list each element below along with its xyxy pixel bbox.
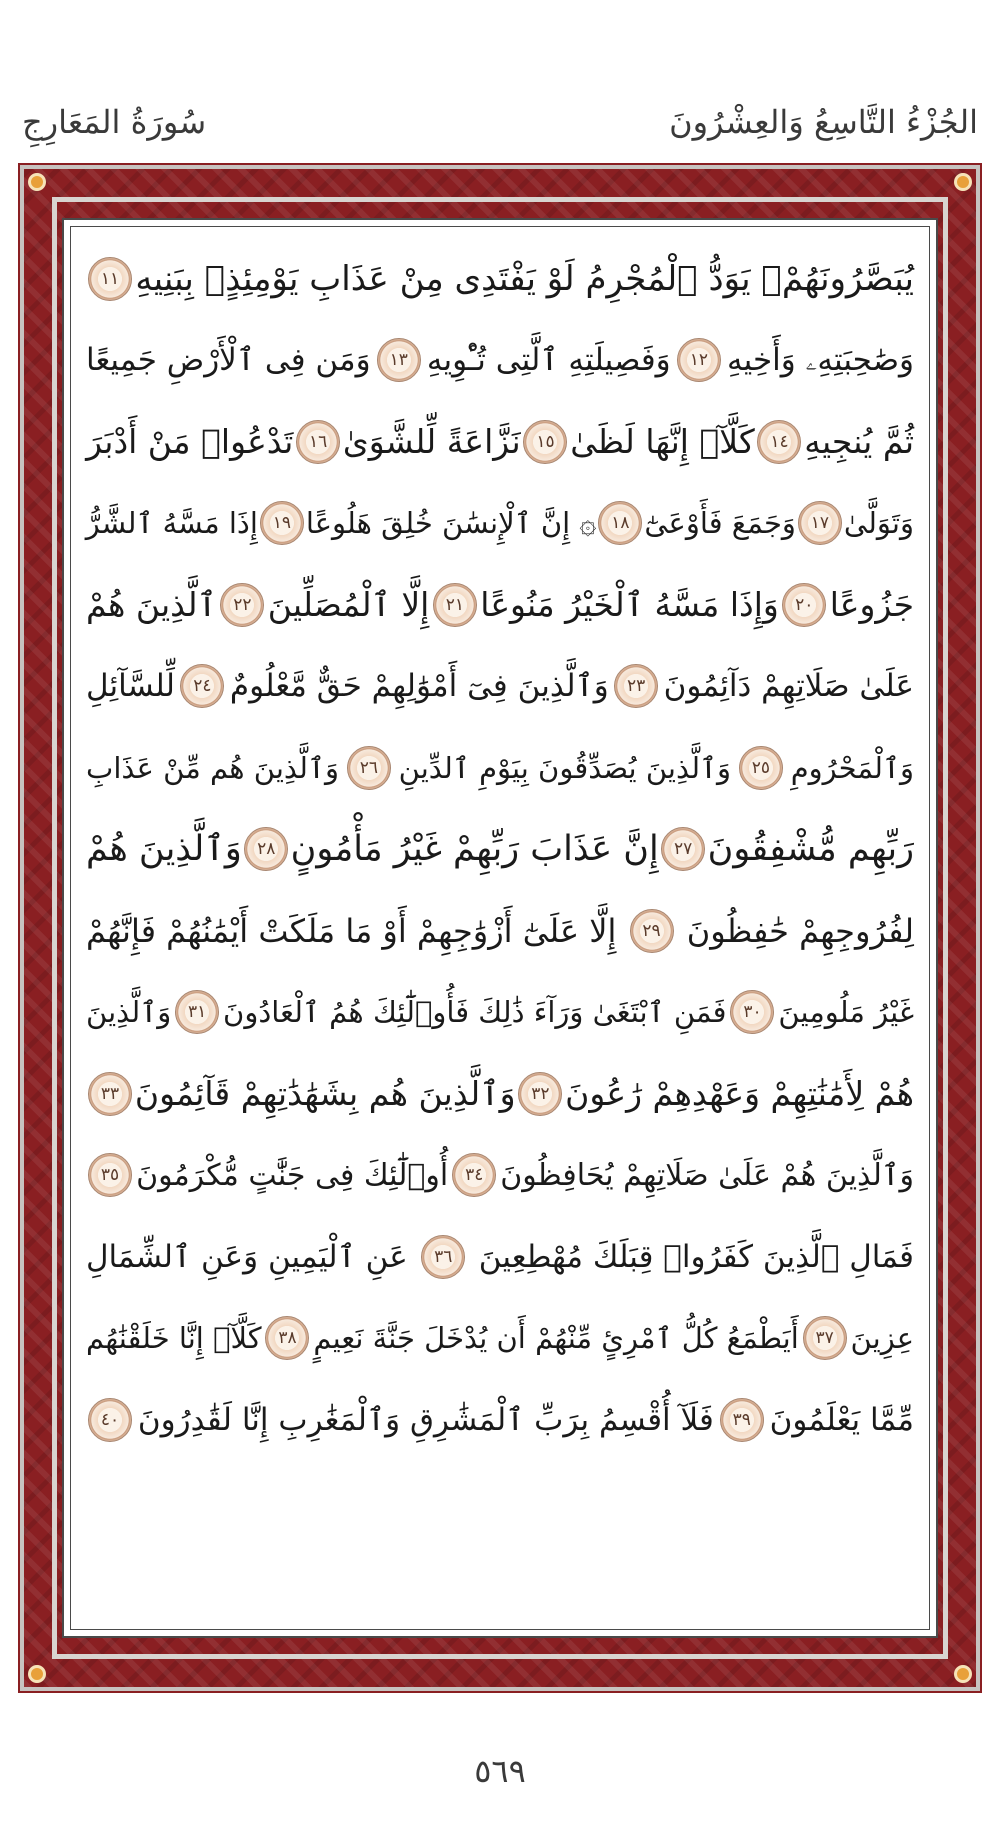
ayah-number-marker: ١٣ — [377, 338, 421, 382]
ayah-number-marker: ٣٦ — [421, 1235, 465, 1279]
verse-text: كَلَّآۖ إِنَّهَا لَظَىٰ — [570, 422, 755, 462]
ayah-number-marker: ١٨ — [598, 501, 642, 545]
verse-text: فَلَآ أُقْسِمُ بِرَبِّ ٱلْمَشَٰرِقِ وَٱلْمَغَٰرِبِ إِنَّا لَقَٰدِرُونَ — [137, 1401, 714, 1438]
verse-text: وَإِذَا مَسَّهُ ٱلْخَيْرُ مَنُوعًا — [480, 585, 779, 625]
verse-text: وَٱلَّذِينَ هُمْ — [86, 829, 242, 870]
verse-text: وَصَٰحِبَتِهِۦ وَأَخِيهِ — [727, 341, 914, 378]
surah-name: سُورَةُ المَعَارِجِ — [22, 103, 207, 141]
juz-name: الجُزْءُ التَّاسِعُ وَالعِشْرُونَ — [669, 103, 978, 141]
ayah-number-marker: ٣٩ — [720, 1398, 764, 1442]
verse-text: أَيَطْمَعُ كُلُّ ٱمْرِئٍ مِّنْهُمْ أَن يُدْخَلَ جَنَّةَ نَعِيمٍ — [313, 1321, 799, 1356]
ayah-number-marker: ٢٥ — [739, 746, 783, 790]
verse-line — [86, 1135, 914, 1217]
verse-line — [86, 1379, 914, 1461]
verse-text: يُبَصَّرُونَهُمْۚ يَوَدُّ ٱلْمُجْرِمُ لَوْ يَفْتَدِى مِنْ عَذَابِ يَوْمِئِذٍۭ بِبَنِيهِ — [135, 258, 914, 299]
verse-line — [86, 564, 914, 646]
verse-text: ثُمَّ يُنجِيهِ — [804, 422, 914, 462]
verse-text: لِفُرُوجِهِمْ حَٰفِظُونَ — [686, 911, 914, 950]
verse-text: وَتَوَلَّىٰ — [843, 506, 914, 541]
ayah-number-marker: ٣٢ — [518, 1072, 562, 1116]
ayah-number-marker: ٢٨ — [244, 827, 288, 871]
ayah-number-marker: ٣٠ — [730, 990, 774, 1034]
ayah-number-marker: ٣٤ — [452, 1153, 496, 1197]
verse-text: ۞ إِنَّ ٱلْإِنسَٰنَ خُلِقَ هَلُوعًا — [305, 506, 597, 541]
verse-text: هُمْ لِأَمَٰنَٰتِهِمْ وَعَهْدِهِمْ رَٰعُونَ — [565, 1074, 914, 1114]
ayah-number-marker: ٢٤ — [180, 664, 224, 708]
ayah-number-marker: ١٤ — [757, 420, 801, 464]
verse-text: رَبِّهِم مُّشْفِقُونَ — [707, 829, 914, 870]
corner-ornament-icon — [954, 173, 972, 191]
ayah-number-marker: ٣٧ — [803, 1316, 847, 1360]
corner-ornament-icon — [28, 1665, 46, 1683]
verse-line — [86, 1298, 914, 1380]
verse-line — [86, 646, 914, 728]
verse-text: وَٱلَّذِينَ فِىٓ أَمْوَٰلِهِمْ حَقٌّ مَّعْلُومٌ — [229, 668, 609, 705]
verse-text: كَلَّآۖ إِنَّا خَلَقْنَٰهُم — [86, 1321, 262, 1356]
ayah-number-marker: ٣٣ — [88, 1072, 132, 1116]
page-number: ٥٦٩ — [474, 1752, 526, 1790]
verse-text: عَنِ ٱلْيَمِينِ وَعَنِ ٱلشِّمَالِ — [86, 1238, 408, 1275]
verse-text: وَجَمَعَ فَأَوْعَىٰٓ — [644, 506, 796, 541]
verse-line — [86, 890, 914, 972]
verse-text: وَٱلَّذِينَ يُصَدِّقُونَ بِيَوْمِ ٱلدِّينِ — [398, 750, 732, 785]
verse-text: جَزُوعًا — [829, 585, 914, 625]
verse-text: فَمَالِ ٱلَّذِينَ كَفَرُوا۟ قِبَلَكَ مُهْطِعِينَ — [478, 1238, 914, 1275]
verse-text: ٱلَّذِينَ هُمْ — [86, 585, 217, 625]
ayah-number-marker: ١٩ — [260, 501, 304, 545]
verse-text: وَمَن فِى ٱلْأَرْضِ جَمِيعًا — [86, 342, 371, 379]
verse-text: إِذَا مَسَّهُ ٱلشَّرُّ — [85, 506, 258, 541]
verse-text: وَفَصِيلَتِهِ ٱلَّتِى تُـْٔوِيهِ — [426, 342, 671, 379]
ayah-number-marker: ٢١ — [433, 583, 477, 627]
verse-line — [86, 727, 914, 809]
ayah-number-marker: ٣٨ — [265, 1316, 309, 1360]
verse-text: أُو۟لَٰٓئِكَ فِى جَنَّٰتٍ مُّكْرَمُونَ — [136, 1157, 449, 1193]
quran-text-page — [62, 218, 938, 1638]
verse-text: لِّلسَّآئِلِ — [86, 668, 175, 705]
verse-text: غَيْرُ مَلُومِينَ — [778, 995, 914, 1030]
corner-ornament-icon — [28, 173, 46, 191]
verse-text: وَٱلَّذِينَ — [86, 995, 172, 1030]
verse-text: عِزِينَ — [850, 1321, 914, 1356]
ayah-number-marker: ٤٠ — [88, 1398, 132, 1442]
ayah-number-marker: ١٢ — [677, 338, 721, 382]
ayah-number-marker: ١٦ — [296, 420, 340, 464]
ayah-number-marker: ١٧ — [798, 501, 842, 545]
ayah-number-marker: ٢٣ — [614, 664, 658, 708]
ayah-number-marker: ٢٢ — [220, 583, 264, 627]
verse-text: وَٱلَّذِينَ هُم بِشَهَٰدَٰتِهِمْ قَآئِمُونَ — [134, 1074, 516, 1114]
verse-text: إِنَّ عَذَابَ رَبِّهِمْ غَيْرُ مَأْمُونٍ — [290, 829, 659, 870]
verse-text: إِلَّا ٱلْمُصَلِّينَ — [267, 585, 430, 625]
ayah-number-marker: ٢٧ — [661, 827, 705, 871]
verse-line — [86, 1053, 914, 1135]
verse-line — [86, 1216, 914, 1298]
verse-text: وَٱلَّذِينَ هُم مِّنْ عَذَابِ — [86, 750, 339, 785]
ayah-number-marker: ٢٩ — [630, 909, 674, 953]
ayah-number-marker: ١٥ — [523, 420, 567, 464]
verse-line — [86, 401, 914, 483]
ayah-number-marker: ٣١ — [175, 990, 219, 1034]
verse-line — [86, 320, 914, 402]
verse-text: وَٱلَّذِينَ هُمْ عَلَىٰ صَلَاتِهِمْ يُحَافِظُونَ — [500, 1157, 914, 1193]
corner-ornament-icon — [954, 1665, 972, 1683]
verse-text: وَٱلْمَحْرُومِ — [790, 750, 914, 785]
ayah-number-marker: ٢٠ — [782, 583, 826, 627]
verse-text: مِّمَّا يَعْلَمُونَ — [769, 1401, 914, 1438]
verse-text: تَدْعُوا۟ مَنْ أَدْبَرَ — [86, 422, 294, 462]
page-header — [22, 92, 978, 152]
ayah-number-marker: ٢٦ — [347, 746, 391, 790]
verse-lines — [86, 238, 914, 1461]
verse-line — [86, 809, 914, 891]
verse-text: فَمَنِ ٱبْتَغَىٰ وَرَآءَ ذَٰلِكَ فَأُو۟لَٰٓئِكَ هُمُ ٱلْعَادُونَ — [223, 995, 727, 1030]
verse-text: نَزَّاعَةً لِّلشَّوَىٰ — [342, 422, 521, 462]
ayah-number-marker: ١١ — [88, 257, 132, 301]
ayah-number-marker: ٣٥ — [88, 1153, 132, 1197]
verse-text: إِلَّا عَلَىٰٓ أَزْوَٰجِهِمْ أَوْ مَا مَلَكَتْ أَيْمَٰنُهُمْ فَإِنَّهُمْ — [86, 911, 617, 950]
verse-line — [86, 238, 914, 320]
verse-text: عَلَىٰ صَلَاتِهِمْ دَآئِمُونَ — [663, 668, 914, 705]
verse-line — [86, 972, 914, 1054]
verse-line — [86, 483, 914, 565]
